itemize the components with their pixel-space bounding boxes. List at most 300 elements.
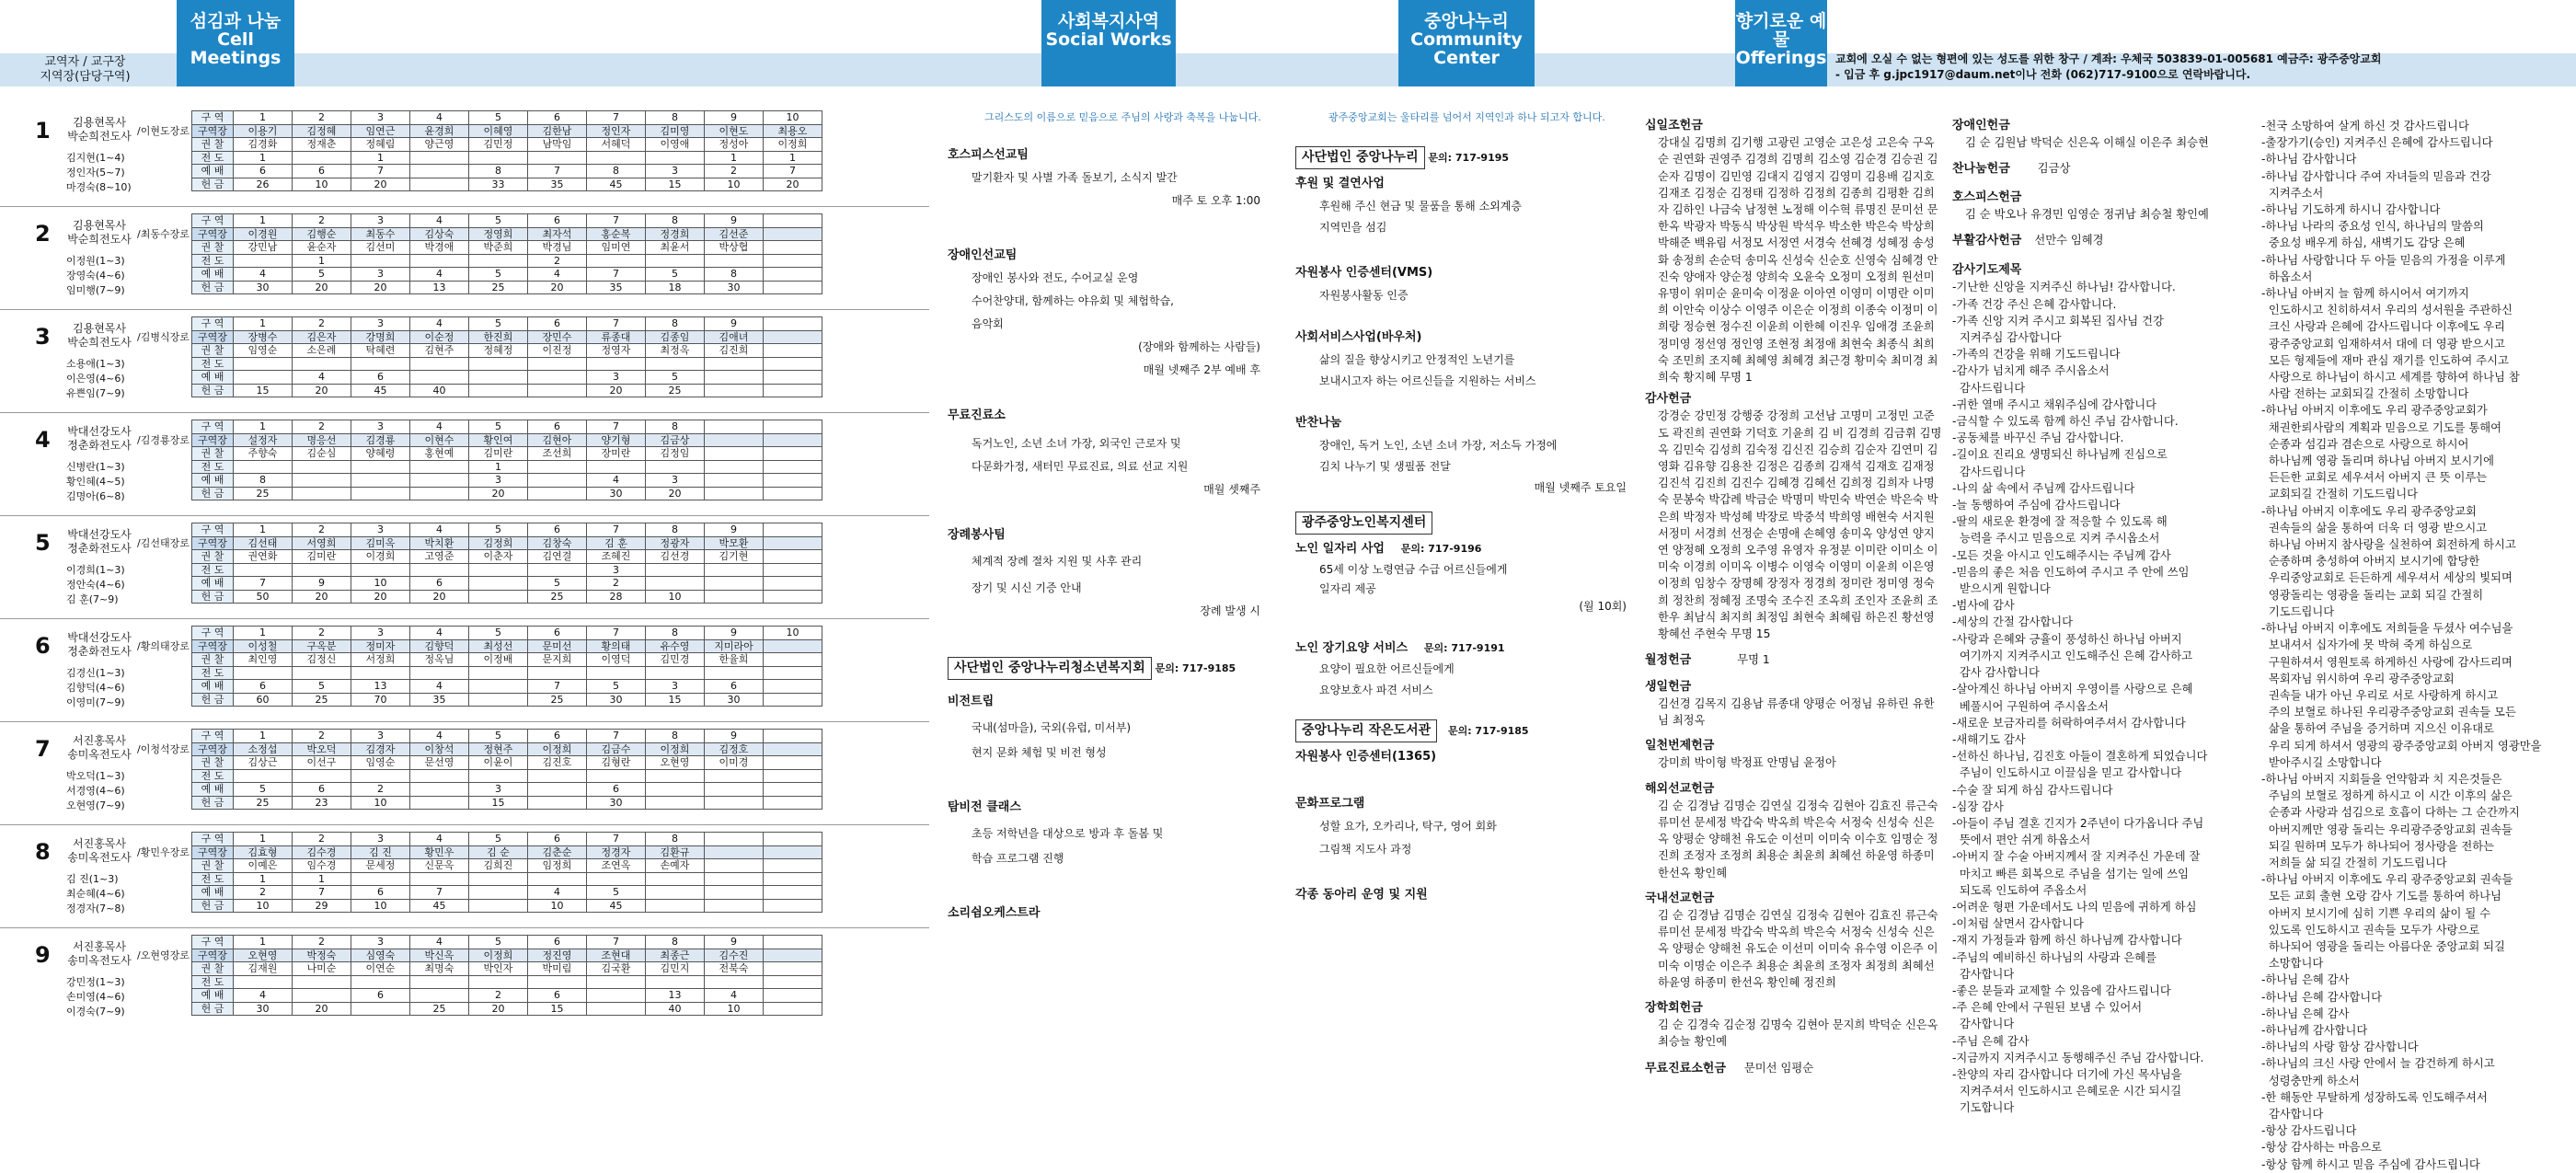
prayer-line: -주 은혜 안에서 구원된 보냄 수 있어서 (1952, 1001, 2143, 1015)
table-cell (705, 769, 764, 783)
table-cell: 박상협 (705, 241, 764, 255)
thanks-names: 강경순 강민정 강행중 강정희 고선남 고명미 고정민 고준도 곽진희 권연화 기덕호 기윤희 김 비 김경희 김금휘 김명옥 김민숙 김성희 김숙정 김신진 김승희 김순자 김연미 김영화 김유향 김용찬 김정은 김종희 김재석 김재호 김재정 김진석 김진희 김진수 김혜경 김혜선 김희정 김희자 나명숙 문봉숙 박갑례 박금순 박명미 박민숙 박연순 박은숙 박은희 박정자 박성혜 박장로 박중석 박희영 배현숙 서지원 서정미 서경희 선정순 손명애 손혜영 송미옥 양성연 양지연 양정혜 오정희 오주영 유영자 유정분 이미란 이미소 이미숙 이경희 이미옥 이병수 이영숙 이영미 이윤희 이은영 이정희 임창수 장명혜 장정자 정경희 정미란 정미영 정숙희 정찬희 정혜정 조명숙 조수진 조옥희 조인자 조윤희 조한우 최남식 최지희 최정임 최현숙 최혜림 하은진 황선영 황혜선 주현숙 무명 15 (1658, 409, 1942, 641)
zone-leader: 이경희(1~3) (66, 564, 125, 576)
funeral-desc-1: 체계적 장례 절차 지원 및 사후 관리 (972, 555, 1143, 568)
header-offerings-kr: 향기로운 예물 (1735, 11, 1827, 50)
table-cell (764, 487, 822, 500)
table-cell: 김은자 (293, 330, 351, 344)
table-row (192, 899, 822, 913)
table-cell: 6 (528, 420, 587, 434)
vision-class-desc-2: 학습 프로그램 진행 (972, 852, 1064, 865)
prayer-line: 든든한 교회로 세우셔서 아버지 큰 뜻 이루는 (2261, 471, 2488, 485)
table-cell: 이선구 (293, 756, 351, 770)
table-cell: 6 (528, 523, 587, 537)
prayer-line: -한 해동안 무탈하게 성장하도록 인도해주셔서 (2261, 1090, 2488, 1104)
table-cell (587, 872, 646, 886)
table-cell: 이연순 (351, 962, 410, 976)
table-row (192, 783, 822, 797)
table-cell (764, 536, 822, 550)
table-cell: 1 (234, 627, 293, 640)
table-cell (705, 783, 764, 797)
table-cell: 7 (587, 214, 646, 228)
table-cell: 4 (410, 833, 469, 846)
table-row (192, 433, 822, 447)
table-cell (528, 975, 587, 989)
table-cell: 15 (646, 178, 705, 191)
table-cell: 김한남 (528, 124, 587, 138)
prayer-topics-list (1952, 279, 2256, 1116)
table-cell: 7 (234, 577, 293, 591)
table-cell (410, 254, 469, 268)
row-label: 전 도 (192, 666, 234, 680)
table-cell: 2 (293, 111, 351, 125)
table-cell: 김향덕 (410, 639, 469, 653)
table-cell (351, 254, 410, 268)
table-cell: 7 (587, 523, 646, 537)
senior-job-title: 노인 일자리 사업 (1295, 542, 1385, 556)
side-dish-offering-heading: 찬나눔헌금 (1952, 162, 2010, 177)
thanks-heading: 감사헌금 (1645, 392, 1692, 407)
table-cell: 김 순 (469, 845, 528, 859)
table-row (192, 563, 822, 577)
table-cell: 2 (293, 833, 351, 846)
zone-table (191, 626, 822, 707)
disability-desc-4: (장애와 함께하는 사람들) (1138, 340, 1260, 353)
table-cell (705, 845, 764, 859)
table-cell: 5 (469, 936, 528, 949)
table-cell (764, 833, 822, 846)
zone-leader: 마경숙(8~10) (66, 181, 132, 193)
table-cell: 정인자 (587, 124, 646, 138)
table-cell: 2 (293, 523, 351, 537)
table-cell: 이미경 (705, 756, 764, 770)
table-cell (587, 254, 646, 268)
table-cell (234, 769, 293, 783)
zone-4 (7, 418, 191, 514)
table-cell: 홍현예 (410, 447, 469, 461)
senior-job-desc-1: 65세 이상 노령연금 수급 어르신들에게 (1319, 563, 1508, 576)
table-cell (705, 859, 764, 873)
table-cell: 이혜영 (469, 124, 528, 138)
zone-9 (7, 933, 191, 1029)
table-cell: 1 (234, 151, 293, 165)
table-cell: 10 (705, 178, 764, 191)
table-cell (764, 590, 822, 604)
table-cell: 한진희 (469, 330, 528, 344)
table-cell: 정혜정 (469, 344, 528, 358)
header-social (1041, 0, 1176, 86)
table-cell (528, 357, 587, 371)
vision-trip-desc-1: 국내(섬마을), 국외(유럽, 미서부) (972, 721, 1132, 734)
table-cell: 30 (234, 1002, 293, 1016)
prayer-line: 순종과 섬김과 겸손으로 사랑으로 하시어 (2261, 437, 2469, 451)
social-works-column (948, 109, 1279, 922)
table-cell (764, 474, 822, 488)
row-label: 구 역 (192, 936, 234, 949)
table-cell (705, 474, 764, 488)
prayer-line: -기난한 신앙을 지켜주신 하나님! 감사합니다. (1952, 281, 2176, 294)
table-cell: 김형란 (587, 756, 646, 770)
zone-8 (7, 830, 191, 926)
table-cell: 40 (646, 1002, 705, 1016)
disability-offering-heading: 장애인헌금 (1952, 119, 2010, 132)
row-label: 구역장 (192, 845, 234, 859)
table-cell: 이영애 (646, 138, 705, 152)
table-cell (293, 357, 351, 371)
table-cell (587, 1002, 646, 1016)
table-cell: 5 (293, 268, 351, 282)
prayer-line: -찬양의 자리 감사합니다 더기에 가신 목사님을 (1952, 1067, 2182, 1081)
table-cell (705, 666, 764, 680)
table-cell (764, 254, 822, 268)
table-cell: 4 (410, 680, 469, 694)
table-row (192, 639, 822, 653)
table-cell: 5 (293, 680, 351, 694)
table-cell: 최윤서 (646, 241, 705, 255)
prayer-line: 감사합니다 (2261, 1107, 2324, 1121)
table-cell: 30 (587, 693, 646, 707)
prayer-line: -어려운 형편 가운데서도 나의 믿음에 귀하게 하심 (1952, 900, 2197, 914)
prayer-line: 아버지께만 영광 돌리는 우리광주중앙교회 권속들 (2261, 822, 2513, 836)
table-cell: 이현도 (705, 124, 764, 138)
table-cell: 이순정 (410, 330, 469, 344)
table-cell: 1 (234, 730, 293, 743)
table-cell (764, 550, 822, 564)
prayer-line: -새로운 보금자리를 허락하여주셔서 감사합니다 (1952, 716, 2186, 730)
table-cell: 서영희 (293, 536, 351, 550)
table-cell: 6 (351, 886, 410, 900)
prayer-line: 받으시게 원합니다 (1952, 582, 2051, 596)
row-label: 전 도 (192, 460, 234, 474)
table-cell: 7 (587, 833, 646, 846)
table-cell: 김금수 (587, 742, 646, 756)
table-cell: 20 (293, 384, 351, 397)
table-cell (528, 563, 587, 577)
table-cell: 서정희 (351, 653, 410, 667)
table-cell (528, 769, 587, 783)
hospice-offering-heading: 호스피스헌금 (1952, 190, 2022, 204)
table-cell: 2 (293, 730, 351, 743)
table-cell (764, 845, 822, 859)
table-cell: 정혜림 (351, 138, 410, 152)
zone-leader: 유쁜임(7~9) (66, 387, 125, 399)
side-dish-title: 반찬나눔 (1295, 416, 1342, 430)
table-cell: 5 (469, 111, 528, 125)
table-cell: 25 (646, 384, 705, 397)
table-cell: 양혜령 (351, 447, 410, 461)
row-label: 전 도 (192, 357, 234, 371)
vision-class-desc-1: 초등 저학년을 대상으로 방과 후 돌봄 및 (972, 827, 1164, 840)
zone-number: 8 (35, 839, 51, 865)
table-cell: 오현영 (646, 756, 705, 770)
table-cell (469, 975, 528, 989)
row-label: 헌 금 (192, 487, 234, 500)
table-cell: 정현주 (469, 742, 528, 756)
hospice-desc: 말기환자 및 사별 가족 돌보기, 소식지 발간 (972, 171, 1178, 184)
table-cell: 15 (646, 693, 705, 707)
prayer-line: -금식할 수 있도록 함께 하신 주님 감사합니다. (1952, 415, 2179, 429)
table-row (192, 796, 822, 810)
prayer-line: -항상 감사하는 마음으로 (2261, 1141, 2383, 1155)
table-cell (410, 357, 469, 371)
zone-number: 1 (35, 118, 51, 144)
table-cell: 3 (646, 474, 705, 488)
table-cell (234, 357, 293, 371)
table-cell: 홍순복 (587, 227, 646, 241)
table-cell: 30 (705, 281, 764, 294)
header-social-kr: 사회복지사역 (1057, 11, 1160, 31)
table-row (192, 371, 822, 385)
zone-pastors: 김용현목사 박순희전도사 (67, 219, 132, 246)
table-cell: 20 (764, 178, 822, 191)
senior-job-desc-2: 일자리 제공 (1319, 582, 1376, 595)
table-row (192, 845, 822, 859)
table-cell: 6 (410, 577, 469, 591)
table-row (192, 859, 822, 873)
table-cell: 8 (646, 730, 705, 743)
table-cell (410, 975, 469, 989)
zone-elder: /황의태장로 (137, 640, 190, 652)
prayer-line: -하나님 기도하게 하시니 감사합니다 (2261, 203, 2441, 217)
zone-pastors: 김용현목사 박순희전도사 (67, 116, 132, 143)
monthly-names: 무명 1 (1737, 653, 1770, 667)
table-cell (587, 460, 646, 474)
clinic-desc-2: 다문화가정, 새터민 무료진료, 의료 선교 지원 (972, 460, 1189, 473)
table-cell (469, 384, 528, 397)
table-cell: 김순심 (293, 447, 351, 461)
district-header (0, 53, 170, 86)
table-cell (646, 796, 705, 810)
prayer-line: -하나님 아버지 늘 함께 하시어서 여기까지 (2261, 287, 2469, 301)
table-cell: 김연결 (528, 550, 587, 564)
table-cell: 3 (351, 523, 410, 537)
table-cell (293, 460, 351, 474)
table-cell: 2 (469, 989, 528, 1003)
table-cell (234, 975, 293, 989)
table-cell: 김현주 (410, 344, 469, 358)
zone-leader: 김경신(1~3) (66, 667, 125, 679)
prayer-line: 하나님 아버지 참사랑을 실천하여 회전하게 하시고 (2261, 538, 2516, 552)
zone-6 (7, 624, 191, 720)
prayer-line: -믿음의 좋은 처음 인도하여 주시고 주 안에 쓰임 (1952, 565, 2190, 579)
table-cell: 10 (528, 899, 587, 913)
prayer-line: -주님의 예비하신 하나님의 사랑과 은혜를 (1952, 950, 2157, 964)
table-cell: 2 (293, 420, 351, 434)
table-cell (410, 783, 469, 797)
table-cell (587, 975, 646, 989)
table-cell (705, 420, 764, 434)
table-cell: 5 (469, 214, 528, 228)
prayer-line: 구원하셔서 영원토록 하게하신 사랑에 감사드리며 (2261, 655, 2513, 669)
prayer-line: -항상 함께 하시고 믿음 주심에 감사드립니다 (2261, 1157, 2480, 1171)
table-cell (469, 666, 528, 680)
vms-1365-title: 자원봉사 인증센터(1365) (1295, 750, 1437, 764)
table-cell: 문선영 (410, 756, 469, 770)
vision-class-title: 탐비전 클래스 (948, 800, 1021, 814)
table-cell: 4 (410, 268, 469, 282)
table-cell: 이경희 (351, 550, 410, 564)
side-dish-time: 매월 넷째주 토요일 (1534, 481, 1627, 494)
zone-elder: /김병식장로 (137, 331, 190, 343)
table-cell (646, 563, 705, 577)
zone-separator (0, 206, 929, 207)
table-cell: 35 (410, 693, 469, 707)
table-cell: 7 (587, 420, 646, 434)
table-cell: 7 (351, 165, 410, 178)
table-cell: 박정숙 (293, 949, 351, 962)
zone-leader: 김지현(1~4) (66, 152, 125, 164)
table-cell: 20 (646, 487, 705, 500)
table-cell: 김선태 (234, 536, 293, 550)
table-row (192, 886, 822, 900)
table-row (192, 693, 822, 707)
funeral-title: 장례봉사팀 (948, 528, 1006, 542)
table-cell: 30 (587, 796, 646, 810)
table-cell: 10 (293, 178, 351, 191)
header-band (1535, 53, 1735, 86)
birthday-names: 김선경 김목지 김용남 류종대 양평순 어정님 유하린 유한님 최정옥 (1658, 696, 1935, 727)
header-band (1176, 53, 1398, 86)
table-cell: 4 (528, 886, 587, 900)
row-label: 구역장 (192, 227, 234, 241)
table-cell: 10 (351, 899, 410, 913)
table-cell: 지미라아 (705, 639, 764, 653)
domestic-mission-names: 김 순 김경남 김명순 김연실 김정숙 김현아 김효진 류근숙 류미선 문세정 박갑숙 박옥희 박은숙 서정숙 신성숙 신은옥 양평순 양해천 유도순 이선미 이미숙 유수영 이은주 이미숙 이명순 이은주 최용순 최윤희 조정자 최정희 최혜선 하윤영 하종미 한선옥 황인혜 정진희 (1658, 908, 1938, 989)
prayer-line: -수술 잘 되게 하심 감사드립니다 (1952, 783, 2113, 797)
prayer-line: 감사합니다 (1952, 1018, 2015, 1031)
prayer-line: -하나님 은혜 감사합니다 (2261, 990, 2383, 1004)
table-row (192, 742, 822, 756)
monthly-heading: 월정헌금 (1645, 653, 1692, 668)
table-cell: 1 (469, 460, 528, 474)
table-cell: 4 (528, 268, 587, 282)
sponsorship-title: 후원 및 결연사업 (1295, 177, 1385, 190)
table-cell: 김선경 (646, 550, 705, 564)
table-cell: 6 (234, 680, 293, 694)
prayer-line: -하나님 감사합니다 주여 자녀들의 믿음과 건강 (2261, 169, 2491, 183)
table-cell: 이정배 (469, 653, 528, 667)
table-cell: 3 (469, 783, 528, 797)
table-cell (764, 1002, 822, 1016)
table-cell: 18 (646, 281, 705, 294)
table-row (192, 165, 822, 178)
table-cell (293, 151, 351, 165)
table-cell: 김종임 (646, 330, 705, 344)
table-cell: 25 (528, 693, 587, 707)
table-cell: 정진영 (528, 949, 587, 962)
row-label: 헌 금 (192, 384, 234, 397)
table-cell (764, 281, 822, 294)
table-cell: 2 (528, 254, 587, 268)
table-cell: 5 (469, 730, 528, 743)
table-cell: 1 (234, 111, 293, 125)
table-row (192, 936, 822, 949)
table-cell: 최정옥 (646, 344, 705, 358)
table-cell (587, 666, 646, 680)
row-label: 예 배 (192, 474, 234, 488)
prayer-line: -출장가기(승인) 지켜주신 은혜에 감사드립니다 (2261, 136, 2493, 150)
prayer-line: -길이요 진리요 생명되신 하나님께 진심으로 (1952, 448, 2168, 462)
table-cell: 10 (351, 577, 410, 591)
table-cell: 남막임 (528, 138, 587, 152)
prayer-line: -하나님 아버지 이후에도 저희들을 두셨사 여수님을 (2261, 622, 2513, 636)
senior-job-phone: 문의: 717-9196 (1400, 543, 1482, 555)
table-cell: 2 (587, 577, 646, 591)
table-cell (410, 371, 469, 385)
prayer-line: 성령충만케 하소서 (2261, 1074, 2360, 1087)
table-cell: 45 (410, 899, 469, 913)
prayer-line: 주의 보혈로 하나된 우리광주중앙교회 권속들 모든 (2261, 706, 2516, 719)
prayer-line: -하나님 아버지 이후에도 우리 광주중앙교회 권속들 (2261, 873, 2513, 887)
table-cell: 4 (293, 371, 351, 385)
table-cell (705, 872, 764, 886)
table-cell: 정영희 (469, 227, 528, 241)
prayer-line: 권속들 내가 아닌 우리로 서로 사랑하게 하시고 (2261, 688, 2498, 702)
table-cell: 한율희 (705, 653, 764, 667)
zone-leader: 정경자(7~8) (66, 903, 125, 914)
table-cell: 주향숙 (234, 447, 293, 461)
table-row (192, 111, 822, 125)
table-cell: 7 (410, 886, 469, 900)
table-cell (764, 975, 822, 989)
zone-pastors: 박대선강도사 정춘화전도사 (67, 528, 132, 555)
table-cell (528, 371, 587, 385)
zone-5 (7, 521, 191, 617)
overseas-mission-heading: 해외선교헌금 (1645, 781, 1715, 796)
table-cell (764, 886, 822, 900)
table-cell: 7 (528, 165, 587, 178)
table-cell (646, 254, 705, 268)
table-cell: 김기현 (705, 550, 764, 564)
table-cell: 15 (528, 1002, 587, 1016)
funeral-desc-2: 장기 및 시신 기증 안내 (972, 581, 1082, 594)
easter-offering-heading: 부활감사헌금 (1952, 234, 2022, 248)
table-cell: 3 (351, 833, 410, 846)
table-cell: 45 (587, 899, 646, 913)
side-dish-desc-1: 장애인, 독거 노인, 소년 소녀 가장, 저소득 가정에 (1319, 439, 1558, 452)
prayer-line: -가족 신앙 지켜 주시고 회복된 집사님 건강 (1952, 314, 2164, 328)
prayer-line: -좋은 분들과 교제할 수 있음에 감사드립니다 (1952, 983, 2171, 997)
table-cell: 문지희 (528, 653, 587, 667)
side-dish-offering-names: 김금상 (2037, 162, 2071, 176)
table-cell: 최동수 (351, 227, 410, 241)
table-cell (764, 241, 822, 255)
zone-separator (0, 618, 929, 619)
row-label: 예 배 (192, 680, 234, 694)
prayer-line: 마치고 빠른 회복으로 주님을 섬기는 일에 쓰임 (1952, 867, 2189, 880)
prayer-line: -하나님 감사합니다 (2261, 153, 2357, 167)
voucher-title: 사회서비스사업(바우처) (1295, 330, 1422, 344)
prayer-line: -새해기도 감사 (1952, 732, 2026, 746)
zone-elder: /이청석장로 (137, 743, 190, 755)
prayer-line: 되도록 인도하여 주옵소서 (1952, 883, 2087, 897)
prayer-line: 있도록 인도하시고 권속들 모두가 사랑으로 (2261, 923, 2480, 937)
table-cell: 김진호 (528, 756, 587, 770)
table-cell: 25 (234, 796, 293, 810)
voucher-desc-2: 보내시고자 하는 어르신들을 지원하는 서비스 (1319, 374, 1536, 387)
zone-table (191, 935, 822, 1016)
table-cell (764, 989, 822, 1003)
table-row (192, 474, 822, 488)
table-cell (351, 666, 410, 680)
table-cell (469, 151, 528, 165)
table-cell: 김국환 (587, 962, 646, 976)
table-cell: 6 (528, 627, 587, 640)
prayer-line: 권속들의 삶을 통하여 더욱 더 영광 받으시고 (2261, 521, 2488, 535)
zone-elder: /이현도장로 (137, 125, 190, 137)
table-cell: 4 (410, 420, 469, 434)
table-cell: 7 (293, 886, 351, 900)
